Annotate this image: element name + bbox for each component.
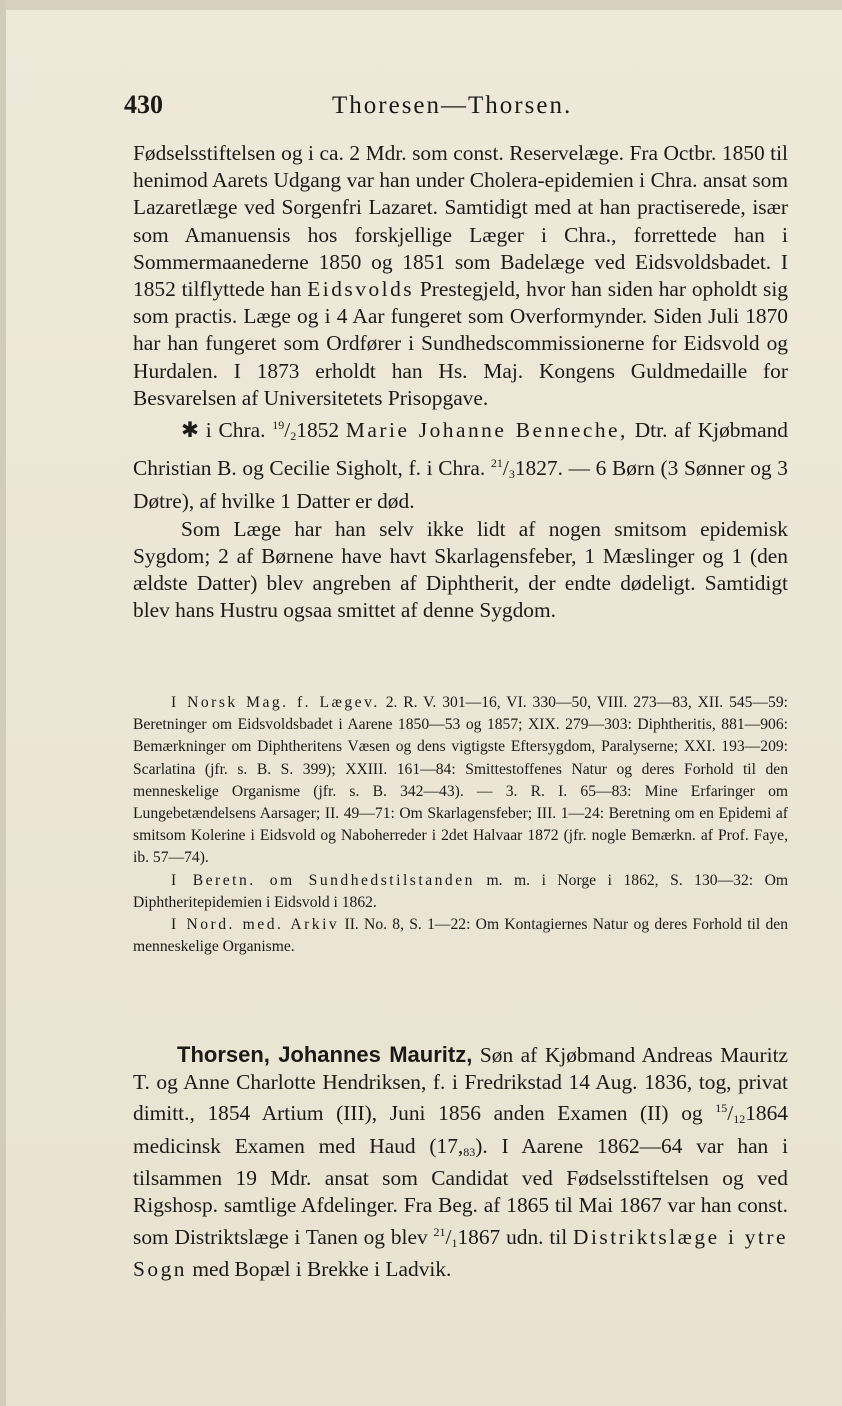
running-title: Thoresen—Thorsen. bbox=[332, 92, 573, 119]
note-norsk-mag bbox=[133, 692, 788, 870]
note-text: m. m. i Norge i 1862, S. 130—32: Om Diphtheritepidemien i Eidsvold i 1862. bbox=[133, 871, 789, 911]
date-month: 2 bbox=[290, 429, 297, 444]
date-day: 19 bbox=[272, 418, 285, 433]
journal-title: I Norsk Mag. f. Lægev. bbox=[171, 694, 380, 711]
entry-name: Thorsen, Johannes Mauritz, bbox=[177, 1042, 473, 1067]
appoint-text: 1867 udn. til bbox=[457, 1224, 568, 1249]
scan-edge-top bbox=[0, 0, 842, 10]
career-text-end: Prestegjeld, hvor han siden har opholdt sig som practis. Læge og i 4 Aar fungeret som Overformynder. Siden Juli 1870 har han fungeret som Ordfører i Sundhedscommissionerne for Eidsvold og Hurdalen. I 1873 erholdt han Hs. Maj. Kongens Guldmedaille for Besvarelsen af Universitetets Prisopgave. bbox=[133, 277, 788, 410]
exam-month: 12 bbox=[733, 1112, 746, 1127]
exam-text: 1864 medicinsk Examen med Haud (17, bbox=[133, 1101, 788, 1158]
marriage-place: ✱ i Chra. bbox=[181, 418, 266, 443]
journal-title: I Nord. med. Arkiv bbox=[171, 916, 340, 934]
career-paragraph bbox=[133, 140, 788, 412]
thorsen-paragraph: Thorsen, Johannes Mauritz, Søn af Kjøbmand Andreas Mauritz T. og Anne Charlotte Hendriksen, f. i Fredrikstad 14 Aug. 1836, tog, privat dimitt., 1854 Artium (III), Juni 1856 anden Examen (II) og $^{15}/_{12}1864$ medicinsk Examen med Haud $(17,_{83})$. I Aarene 1862—64 var han i tilsammen 19 Mdr. ansat som Candidat ved Fødselsstiftelsen og ved Rigshosp. samtlige Afdelinger. Fra Beg. af 1865 til Mai 1867 var han const. som Distriktslæge i Tanen og blev $^{21}/_11867$ udn. til Distriktslæge i ytre Sogn med Bopæl i Brekke i Ladvik. bbox=[133, 1042, 789, 1282]
children-text: 1827. — 6 Børn (3 Sønner og 3 Døtre), af hvilke 1 Datter er død. bbox=[133, 456, 788, 514]
wife-name: Marie Johanne Benneche, bbox=[345, 418, 628, 443]
entry-text-2: ). I Aarene 1862—64 var han i tilsammen 19 Mdr. ansat som Candidat ved Fødselsstiftelsen og ved Rigshosp. samtlige Afdelinger. Fra Beg. af 1865 til Mai 1867 var han const. som Distriktslæge i Tanen og blev bbox=[133, 1133, 789, 1249]
place-spaced: Eidsvolds bbox=[307, 277, 415, 302]
exam-score: 83 bbox=[463, 1144, 476, 1159]
wife-parents: Dtr. af Kjøbmand Christian B. og Cecilie Sigholt, f. i Chra. bbox=[133, 418, 788, 481]
career-text: Fødselsstiftelsen og i ca. 2 Mdr. som const. Reservelæge. Fra Octbr. 1850 til henimod Aarets Udgang var han under Cholera-epidemien i Chra. ansat som Lazaretlæge ved Sorgenfri Lazaret. Samtidigt med at han practiserede, især som Amanuensis hos forskjellige Læger i Chra., forrettede han i Sommermaanederne 1850 og 1851 som Badelæge ved Eidsvoldsbadet. I 1852 tilflyttede han bbox=[133, 141, 788, 302]
scan-edge-left bbox=[0, 0, 6, 1406]
birth-month: 3 bbox=[508, 467, 515, 482]
journal-title: I Beretn. om Sundhedstilstanden bbox=[171, 871, 475, 889]
entry-thorsen bbox=[133, 1042, 788, 1283]
note-nord-arkiv bbox=[133, 914, 788, 958]
page-number: 430 bbox=[124, 90, 163, 119]
birth-day: 21 bbox=[490, 456, 503, 471]
note-text: 2. R. V. 301—16, VI. 330—50, VIII. 273—83, XII. 545—59: Beretninger om Eidsvoldsbadet i Aarene 1850—53 og 1857; XIX. 279—303: Diphtheritis, 881—906: Bemærkninger om Diphtheritens Væsen og dens vigtigste Eftersygdom, Paralyserne; XXI. 193—209: Scarlatina (jfr. s. B. S. 399); XXIII. 161—84: Smittestoffenes Natur og deres Forhold til den menneskelige Organisme (jfr. s. B. 342—43). — 3. R. I. 65—83: Mine Erfaringer om Lungebetændelsens Aarsager; II. 49—71: Om Skarlagensfeber; III. 1—24: Beretning om en Epidemi af smitsom Kolerine i Eidsvold og Naboherreder i 2det Halvaar 1872 (jfr. nogle Bemærkn. af Prof. Faye, ib. 57—74). bbox=[133, 694, 788, 867]
entry-text: Søn af Kjøbmand Andreas Mauritz T. og Anne Charlotte Hendriksen, f. i Fredrikstad 14 Aug. 1836, tog, privat dimitt., 1854 Artium (III), Juni 1856 anden Examen (II) og bbox=[133, 1043, 789, 1126]
date-year: 1852 bbox=[296, 418, 340, 443]
district-title: Distriktslæge i ytre Sogn bbox=[133, 1224, 788, 1282]
exam-day: 15 bbox=[715, 1101, 728, 1116]
illness-paragraph: Som Læge har han selv ikke lidt af nogen smitsom epidemisk Sygdom; 2 af Børnene have havt Skarlagensfeber, 1 Mæslinger og 1 (den ældste Datter) blev angreben af Diphtherit, der endte dødeligt. Samtidigt blev hans Hustru ogsaa smittet af denne Sygdom. bbox=[133, 516, 788, 623]
note-beretning bbox=[133, 870, 788, 914]
entry-text-end: med Bopæl i Brekke i Ladvik. bbox=[192, 1257, 452, 1282]
appoint-day: 21 bbox=[433, 1224, 446, 1239]
bibliography-notes bbox=[133, 692, 788, 958]
appoint-month: 1 bbox=[451, 1235, 458, 1250]
entry-thoresen-continued bbox=[133, 140, 788, 624]
note-text: II. No. 8, S. 1—22: Om Kontagiernes Natur og deres Forhold til den menneskelige Organisme. bbox=[133, 916, 788, 956]
running-header bbox=[118, 88, 788, 128]
marriage-paragraph: ✱ i Chra. $^{19}/_21852$ Marie Johanne Benneche, Dtr. af Kjøbmand Christian B. og Cecilie Sigholt, f. i Chra. $^{21}/_31827$. — 6 Børn (3 Sønner og 3 Døtre), af hvilke 1 Datter er død. bbox=[133, 418, 788, 514]
